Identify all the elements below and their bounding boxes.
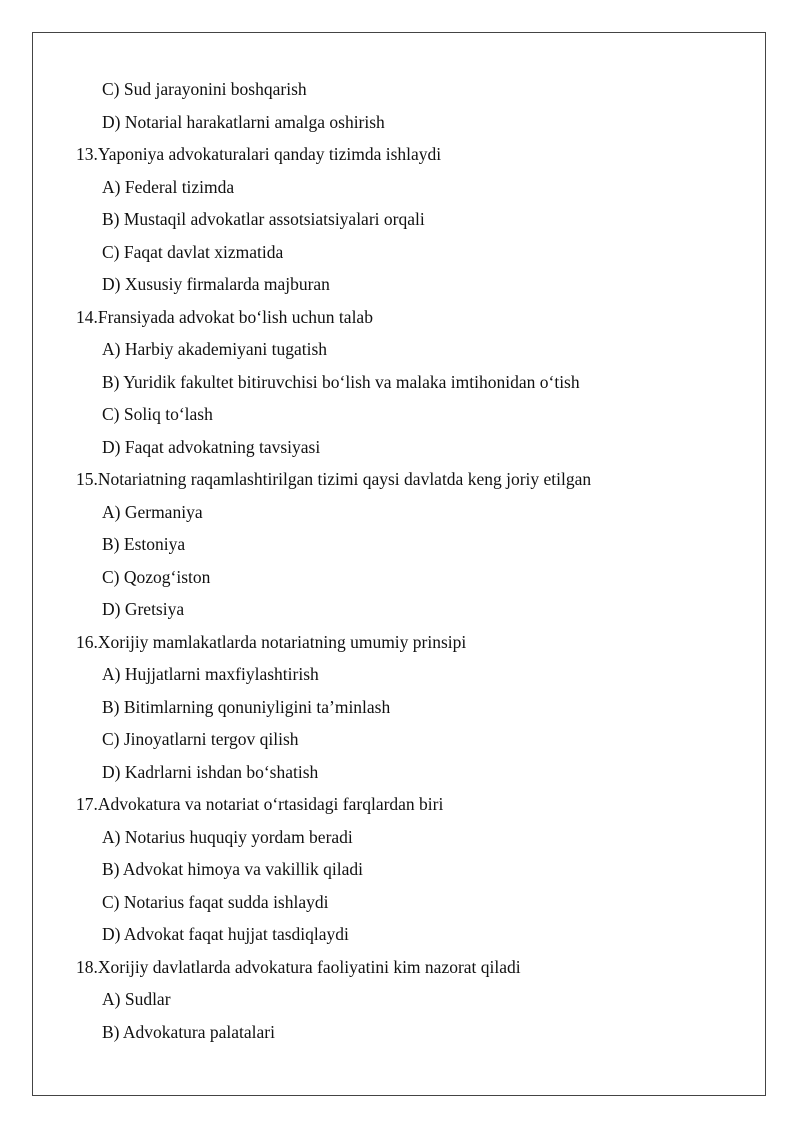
question-text: Advokatura va notariat o‘rtasidagi farqlardan biri xyxy=(97,794,444,814)
answer-option: B) Estoniya xyxy=(102,534,186,554)
answer-option: B) Bitimlarning qonuniyligini ta’minlash xyxy=(102,696,391,717)
question-number: 17. xyxy=(76,794,98,814)
question-14 xyxy=(0,301,800,334)
answer-option: C) Sud jarayonini boshqarish xyxy=(102,79,307,99)
answer-option: D) Kadrlarni ishdan bo‘shatish xyxy=(102,761,319,782)
document-content xyxy=(0,73,800,1048)
question-number: 15. xyxy=(76,469,98,489)
answer-option: A) Sudlar xyxy=(102,989,171,1009)
question-text: Fransiyada advokat bo‘lish uchun talab xyxy=(97,306,373,327)
question-number: 16. xyxy=(76,631,98,652)
answer-option: B) Advokat himoya va vakillik qiladi xyxy=(102,859,364,879)
question-18 xyxy=(0,951,800,984)
answer-option: A) Germaniya xyxy=(102,501,203,522)
question-number: 18. xyxy=(76,956,98,977)
question-number: 14. xyxy=(76,306,98,327)
answer-option: A) Harbiy akademiyani tugatish xyxy=(102,339,328,359)
answer-option: D) Gretsiya xyxy=(102,599,185,619)
answer-option: D) Advokat faqat hujjat tasdiqlaydi xyxy=(102,924,349,944)
answer-option: A) Notarius huquqiy yordam beradi xyxy=(102,826,353,847)
answer-option: B) Advokatura palatalari xyxy=(102,1021,275,1042)
answer-option: C) Soliq to‘lash xyxy=(102,404,213,424)
question-number: 13. xyxy=(76,144,98,164)
answer-option: D) Faqat advokatning tavsiyasi xyxy=(102,436,321,457)
question-13 xyxy=(0,138,800,171)
answer-option: B) Yuridik fakultet bitiruvchisi bo‘lish va malaka imtihonidan o‘tish xyxy=(102,371,580,392)
question-15 xyxy=(0,463,800,496)
answer-option: D) Xususiy firmalarda majburan xyxy=(102,274,330,294)
answer-option: A) Hujjatlarni maxfiylashtirish xyxy=(102,664,319,684)
answer-option: C) Qozog‘iston xyxy=(102,566,211,587)
answer-option: D) Notarial harakatlarni amalga oshirish xyxy=(102,111,385,132)
answer-option: C) Jinoyatlarni tergov qilish xyxy=(102,729,299,749)
question-text: Yaponiya advokaturalari qanday tizimda ishlaydi xyxy=(97,144,442,164)
question-text: Xorijiy davlatlarda advokatura faoliyatini kim nazorat qiladi xyxy=(97,956,521,977)
question-text: Notariatning raqamlashtirilgan tizimi qaysi davlatda keng joriy etilgan xyxy=(97,469,592,489)
answer-option: B) Mustaqil advokatlar assotsiatsiyalari orqali xyxy=(102,209,425,229)
question-text: Xorijiy mamlakatlarda notariatning umumiy prinsipi xyxy=(97,631,467,652)
answer-option: A) Federal tizimda xyxy=(102,176,235,197)
answer-option: C) Notarius faqat sudda ishlaydi xyxy=(102,891,329,912)
answer-option: C) Faqat davlat xizmatida xyxy=(102,241,284,262)
question-17 xyxy=(0,788,800,821)
question-16 xyxy=(0,626,800,659)
